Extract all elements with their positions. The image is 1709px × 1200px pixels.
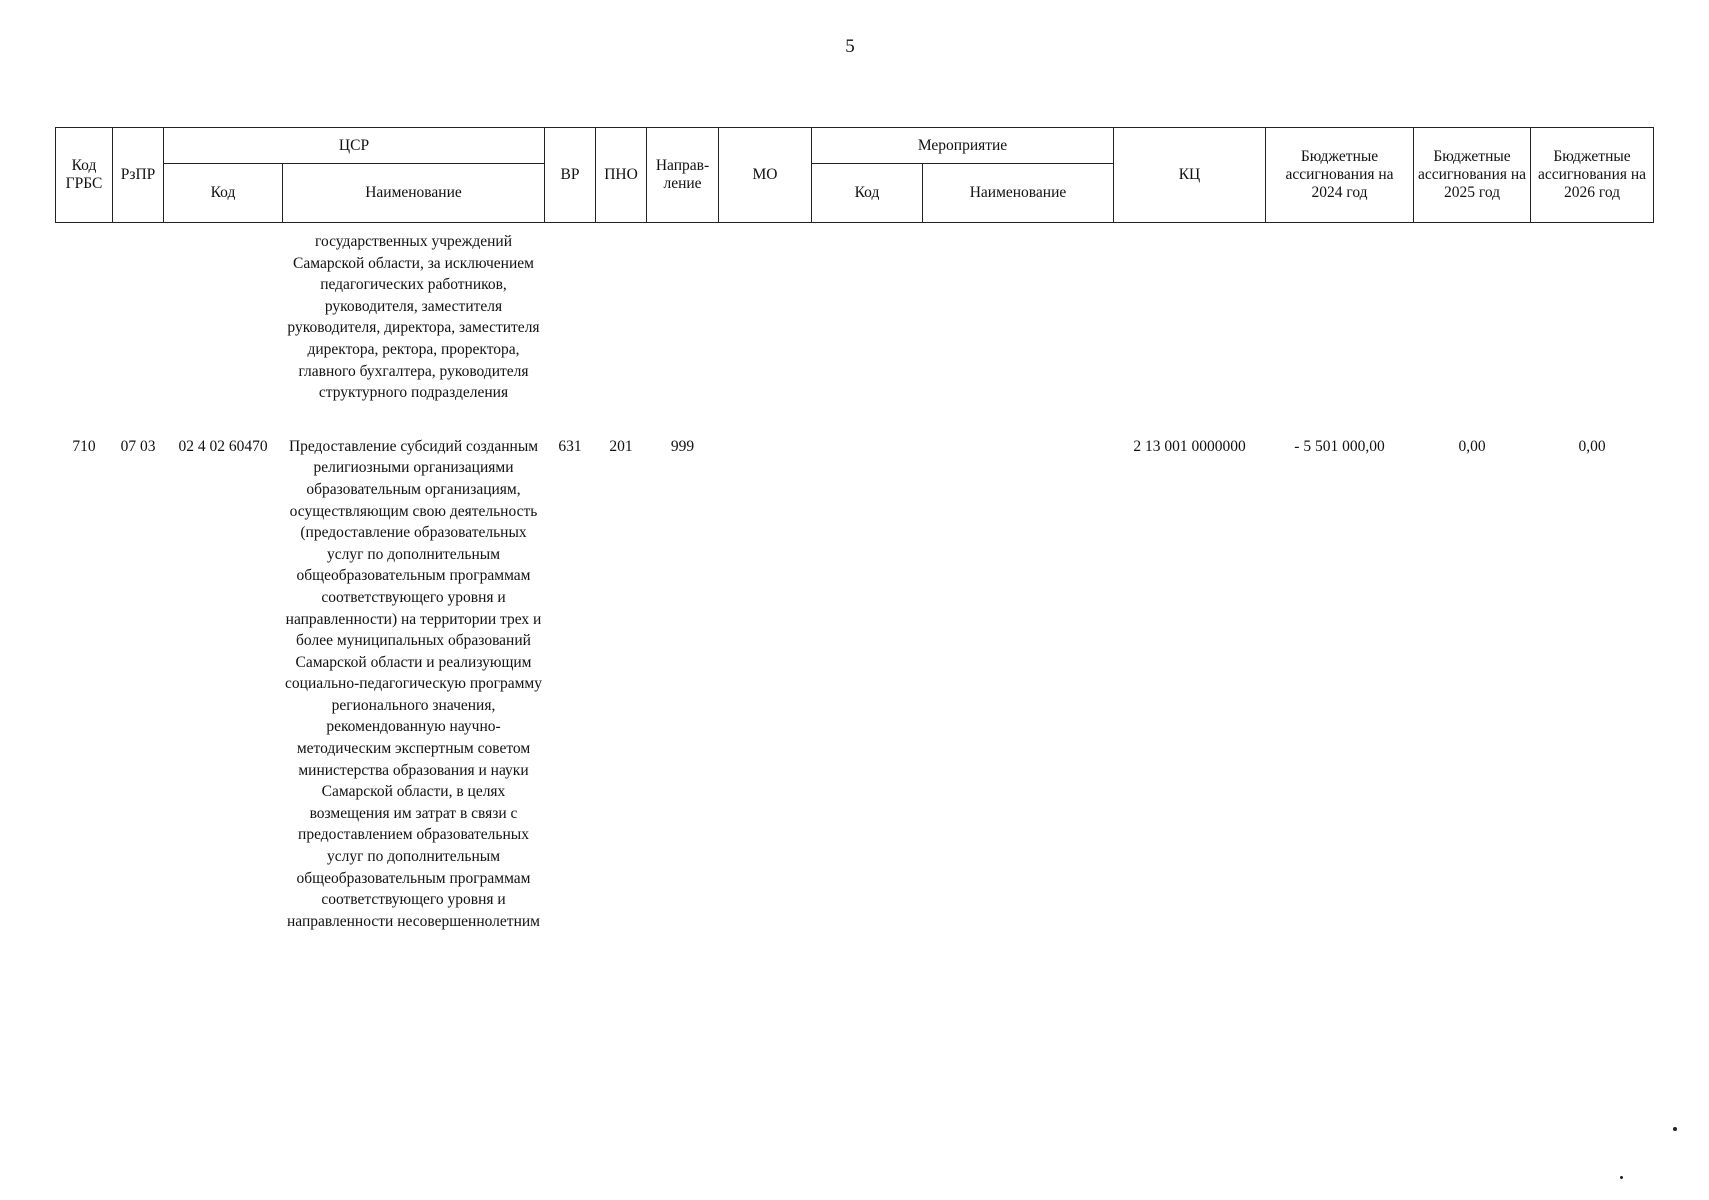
header-budget-2025: Бюджетные ассигнования на 2025 год (1414, 128, 1531, 223)
header-budget-2026: Бюджетные ассигнования на 2026 год (1531, 128, 1654, 223)
cell-budget-2026: 0,00 (1578, 437, 1606, 455)
cell-budget-2026 (1531, 223, 1654, 404)
cell-napravlenie: 999 (670, 437, 695, 455)
cell-pno: 201 (609, 437, 633, 455)
table-row (56, 436, 1654, 933)
scan-speck (1673, 1127, 1677, 1131)
cell-kc (1114, 223, 1266, 404)
cell-csr-kod: 02 4 02 60470 (178, 437, 268, 455)
cell-vr: 631 (558, 437, 582, 455)
cell-mo (719, 223, 812, 404)
table-row (56, 223, 1654, 404)
header-napravlenie: Направ-ление (647, 128, 719, 223)
row-spacer (56, 404, 1654, 436)
cell-csr-name: Предоставление субсидий созданным религиозными организациями образовательным организациям, осуществляющим свою деятельность (предоставление образовательных услуг по дополнительным общеобразовательным программам соответствующего уровня и направленности) на территории трех и более муниципальных образований Самарской области и реализующим социально-педагогическую программу регионального значения, рекомендованную научно-методическим экспертным советом министерства образования и науки Самарской области, в целях возмещения им затрат в связи с предоставлением образовательных услуг по дополнительным общеобразовательным программам соответствующего уровня и направленности несовершеннолетним (285, 437, 542, 930)
page-number: 5 (845, 36, 855, 57)
header-csr-kod: Код (164, 164, 283, 223)
cell-budget-2025: 0,00 (1458, 437, 1486, 455)
cell-csr-name: государственных учреждений Самарской области, за исключением педагогических работников, руководителя, заместителя руководителя, директора, заместителя директора, ректора, проректора, главного бухгалтера, руководителя структурного подразделения (287, 233, 540, 402)
header-mer-name: Наименование (923, 164, 1114, 223)
cell-napravlenie (647, 223, 719, 404)
header-csr: ЦСР (164, 128, 545, 164)
cell-kod-grbs: 710 (72, 437, 96, 455)
header-kod-grbs: Код ГРБС (56, 128, 113, 223)
cell-rzpr (113, 223, 164, 404)
cell-budget-2024 (1266, 223, 1414, 404)
cell-mer-kod (812, 223, 923, 404)
cell-rzpr: 07 03 (120, 437, 156, 455)
header-pno: ПНО (596, 128, 647, 223)
header-kc: КЦ (1114, 128, 1266, 223)
scan-speck (1620, 1176, 1623, 1179)
cell-mo (719, 436, 812, 933)
budget-table (55, 127, 1654, 932)
cell-mer-name (923, 223, 1114, 404)
cell-kc: 2 13 001 0000000 (1133, 437, 1246, 455)
spacer-cell (56, 404, 1654, 436)
header-vr: ВР (545, 128, 596, 223)
cell-budget-2025 (1414, 223, 1531, 404)
header-budget-2024: Бюджетные ассигнования на 2024 год (1266, 128, 1414, 223)
cell-vr (545, 223, 596, 404)
cell-mer-kod (812, 436, 923, 933)
cell-csr-kod (164, 223, 283, 404)
cell-pno (596, 223, 647, 404)
header-mer-kod: Код (812, 164, 923, 223)
header-rzpr: РзПР (113, 128, 164, 223)
header-meropriyatie: Мероприятие (812, 128, 1114, 164)
cell-mer-name (923, 436, 1114, 933)
cell-budget-2024: - 5 501 000,00 (1294, 437, 1385, 455)
header-csr-name: Наименование (283, 164, 545, 223)
header-mo: МО (719, 128, 812, 223)
cell-kod-grbs (56, 223, 113, 404)
